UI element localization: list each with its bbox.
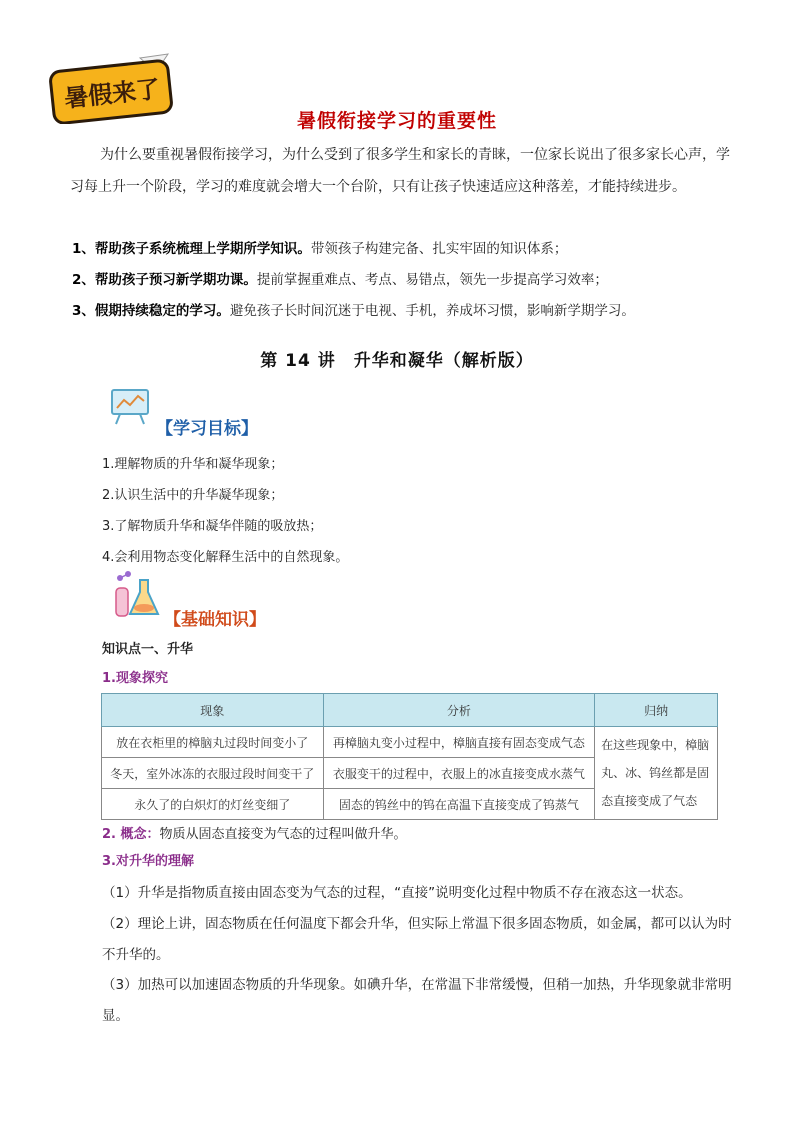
- knowledge-title: 知识点一、升华: [102, 642, 194, 657]
- whiteboard-icon: [108, 386, 152, 426]
- table-header: 现象: [102, 694, 324, 727]
- table-header: 归纳: [595, 694, 718, 727]
- point-text: 避免孩子长时间沉迷于电视、手机，养成坏习惯，影响新学期学习。: [229, 303, 635, 319]
- point-head: 1、帮助孩子系统梳理上学期所学知识。: [72, 241, 311, 257]
- point-head: 2、帮助孩子预习新学期功课。: [72, 272, 257, 288]
- lecture-title: 第 14 讲 升华和凝华（解析版）: [260, 351, 534, 371]
- logo-text: 暑假来了: [63, 74, 162, 113]
- table-cell: 再樟脑丸变小过程中，樟脑直接有固态变成气态: [323, 727, 595, 758]
- table-cell: 固态的钨丝中的钨在高温下直接变成了钨蒸气: [323, 789, 595, 820]
- understanding-item: （3）加热可以加速固态物质的升华现象。如碘升华，在常温下非常缓慢，但稍一加热，升华现象就非常明显。: [102, 977, 732, 1024]
- table-header-row: [102, 694, 718, 727]
- point-head: 3、假期持续稳定的学习。: [72, 303, 230, 319]
- goal-item: 3.了解物质升华和凝华伴随的吸放热；: [102, 519, 323, 534]
- goal-item: 2.认识生活中的升华凝华现象；: [102, 488, 284, 503]
- table-header: 分析: [323, 694, 595, 727]
- point-text: 提前掌握重难点、考点、易错点，领先一步提高学习效率；: [256, 272, 608, 288]
- table-cell: 冬天，室外冰冻的衣服过段时间变干了: [102, 758, 324, 789]
- point-3: [72, 299, 752, 319]
- point-text: 带领孩子构建完备、扎实牢固的知识体系；: [310, 241, 568, 257]
- point-2: [72, 268, 752, 288]
- table-cell: 放在衣柜里的樟脑丸过段时间变小了: [102, 727, 324, 758]
- basics-heading: 【基础知识】: [164, 610, 266, 630]
- phenomena-table: [101, 693, 718, 820]
- concept-text: 物质从固态直接变为气态的过程叫做升华。: [159, 827, 407, 842]
- main-title: 暑假衔接学习的重要性: [296, 110, 497, 132]
- subsection-title: 1.现象探究: [102, 671, 168, 686]
- flask-icon: [110, 570, 162, 620]
- concept-label: 2. 概念：: [102, 827, 160, 842]
- goal-item: 4.会利用物态变化解释生活中的自然现象。: [102, 550, 349, 565]
- intro-paragraph: 为什么要重视暑假衔接学习，为什么受到了很多学生和家长的青睐，一位家长说出了很多家长心声，学习每上升一个阶段，学习的难度就会增大一个台阶，只有让孩子快速适应这种落差，才能持续进步。: [70, 147, 730, 195]
- table-row: [102, 727, 718, 758]
- table-cell: 永久了的白炽灯的灯丝变细了: [102, 789, 324, 820]
- subsection-title: 3.对升华的理解: [102, 854, 194, 869]
- conclusion-cell: 在这些现象中，樟脑丸、冰、钨丝都是固态直接变成了气态: [595, 727, 718, 820]
- goals-heading: 【学习目标】: [156, 419, 258, 439]
- understanding-item: （1）升华是指物质直接由固态变为气态的过程，“直接”说明变化过程中物质不存在液态这一状态。: [102, 885, 692, 901]
- goal-item: 1.理解物质的升华和凝华现象；: [102, 457, 284, 472]
- concept-line: [102, 823, 407, 842]
- table-cell: 衣服变干的过程中，衣服上的冰直接变成水蒸气: [323, 758, 595, 789]
- point-1: [72, 237, 752, 257]
- understanding-item: （2）理论上讲，固态物质在任何温度下都会升华，但实际上常温下很多固态物质，如金属，都可以认为时不升华的。: [102, 916, 732, 963]
